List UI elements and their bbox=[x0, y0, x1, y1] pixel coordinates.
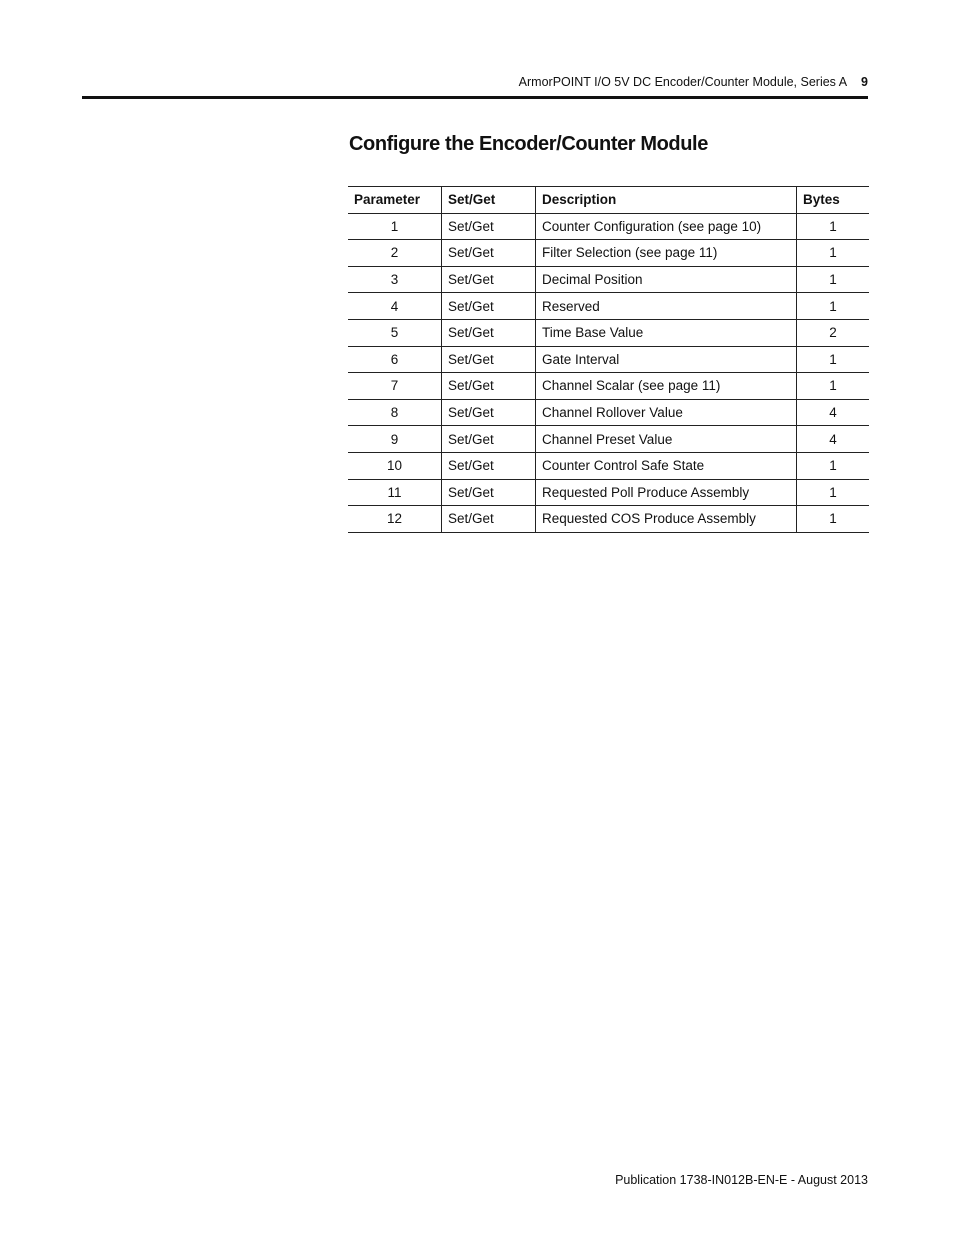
table-row bbox=[348, 399, 869, 426]
bytes-cell: 4 bbox=[797, 399, 870, 426]
set-get-cell: Set/Get bbox=[442, 346, 536, 373]
table-row bbox=[348, 426, 869, 453]
table-row bbox=[348, 240, 869, 267]
description-cell: Decimal Position bbox=[536, 266, 797, 293]
page-header bbox=[82, 72, 868, 92]
table-row bbox=[348, 373, 869, 400]
set-get-cell: Set/Get bbox=[442, 293, 536, 320]
table-row bbox=[348, 452, 869, 479]
header-rule bbox=[82, 96, 868, 99]
description-cell: Gate Interval bbox=[536, 346, 797, 373]
set-get-cell: Set/Get bbox=[442, 479, 536, 506]
parameter-cell: 10 bbox=[348, 452, 442, 479]
table-row bbox=[348, 506, 869, 533]
bytes-cell: 1 bbox=[797, 506, 870, 533]
description-cell: Counter Configuration (see page 10) bbox=[536, 213, 797, 240]
column-header-description: Description bbox=[536, 187, 797, 214]
table-header-row bbox=[348, 187, 869, 214]
table-row bbox=[348, 293, 869, 320]
set-get-cell: Set/Get bbox=[442, 506, 536, 533]
bytes-cell: 4 bbox=[797, 426, 870, 453]
section-title: Configure the Encoder/Counter Module bbox=[349, 133, 708, 155]
parameter-cell: 1 bbox=[348, 213, 442, 240]
bytes-cell: 1 bbox=[797, 293, 870, 320]
set-get-cell: Set/Get bbox=[442, 373, 536, 400]
description-cell: Channel Preset Value bbox=[536, 426, 797, 453]
column-header-set-get: Set/Get bbox=[442, 187, 536, 214]
table-row bbox=[348, 213, 869, 240]
parameter-cell: 2 bbox=[348, 240, 442, 267]
table-body bbox=[348, 213, 869, 532]
parameter-cell: 3 bbox=[348, 266, 442, 293]
parameter-cell: 7 bbox=[348, 373, 442, 400]
column-header-bytes: Bytes bbox=[797, 187, 870, 214]
bytes-cell: 1 bbox=[797, 266, 870, 293]
bytes-cell: 1 bbox=[797, 213, 870, 240]
page-number: 9 bbox=[861, 75, 868, 89]
page-footer: Publication 1738-IN012B-EN-E - August 2013 bbox=[615, 1173, 868, 1187]
description-cell: Channel Scalar (see page 11) bbox=[536, 373, 797, 400]
description-cell: Filter Selection (see page 11) bbox=[536, 240, 797, 267]
table-row bbox=[348, 319, 869, 346]
parameter-cell: 5 bbox=[348, 319, 442, 346]
set-get-cell: Set/Get bbox=[442, 240, 536, 267]
description-cell: Requested Poll Produce Assembly bbox=[536, 479, 797, 506]
parameter-cell: 8 bbox=[348, 399, 442, 426]
bytes-cell: 1 bbox=[797, 346, 870, 373]
bytes-cell: 1 bbox=[797, 452, 870, 479]
parameter-table bbox=[348, 186, 869, 533]
set-get-cell: Set/Get bbox=[442, 266, 536, 293]
parameter-cell: 12 bbox=[348, 506, 442, 533]
running-title: ArmorPOINT I/O 5V DC Encoder/Counter Module, Series A bbox=[518, 75, 848, 89]
description-cell: Channel Rollover Value bbox=[536, 399, 797, 426]
description-cell: Counter Control Safe State bbox=[536, 452, 797, 479]
description-cell: Requested COS Produce Assembly bbox=[536, 506, 797, 533]
column-header-parameter: Parameter bbox=[348, 187, 442, 214]
bytes-cell: 1 bbox=[797, 479, 870, 506]
set-get-cell: Set/Get bbox=[442, 399, 536, 426]
table-row bbox=[348, 346, 869, 373]
parameter-cell: 9 bbox=[348, 426, 442, 453]
table-row bbox=[348, 266, 869, 293]
set-get-cell: Set/Get bbox=[442, 426, 536, 453]
parameter-cell: 4 bbox=[348, 293, 442, 320]
bytes-cell: 1 bbox=[797, 373, 870, 400]
set-get-cell: Set/Get bbox=[442, 452, 536, 479]
bytes-cell: 1 bbox=[797, 240, 870, 267]
description-cell: Time Base Value bbox=[536, 319, 797, 346]
table-row bbox=[348, 479, 869, 506]
set-get-cell: Set/Get bbox=[442, 213, 536, 240]
bytes-cell: 2 bbox=[797, 319, 870, 346]
parameter-cell: 11 bbox=[348, 479, 442, 506]
set-get-cell: Set/Get bbox=[442, 319, 536, 346]
parameter-cell: 6 bbox=[348, 346, 442, 373]
description-cell: Reserved bbox=[536, 293, 797, 320]
